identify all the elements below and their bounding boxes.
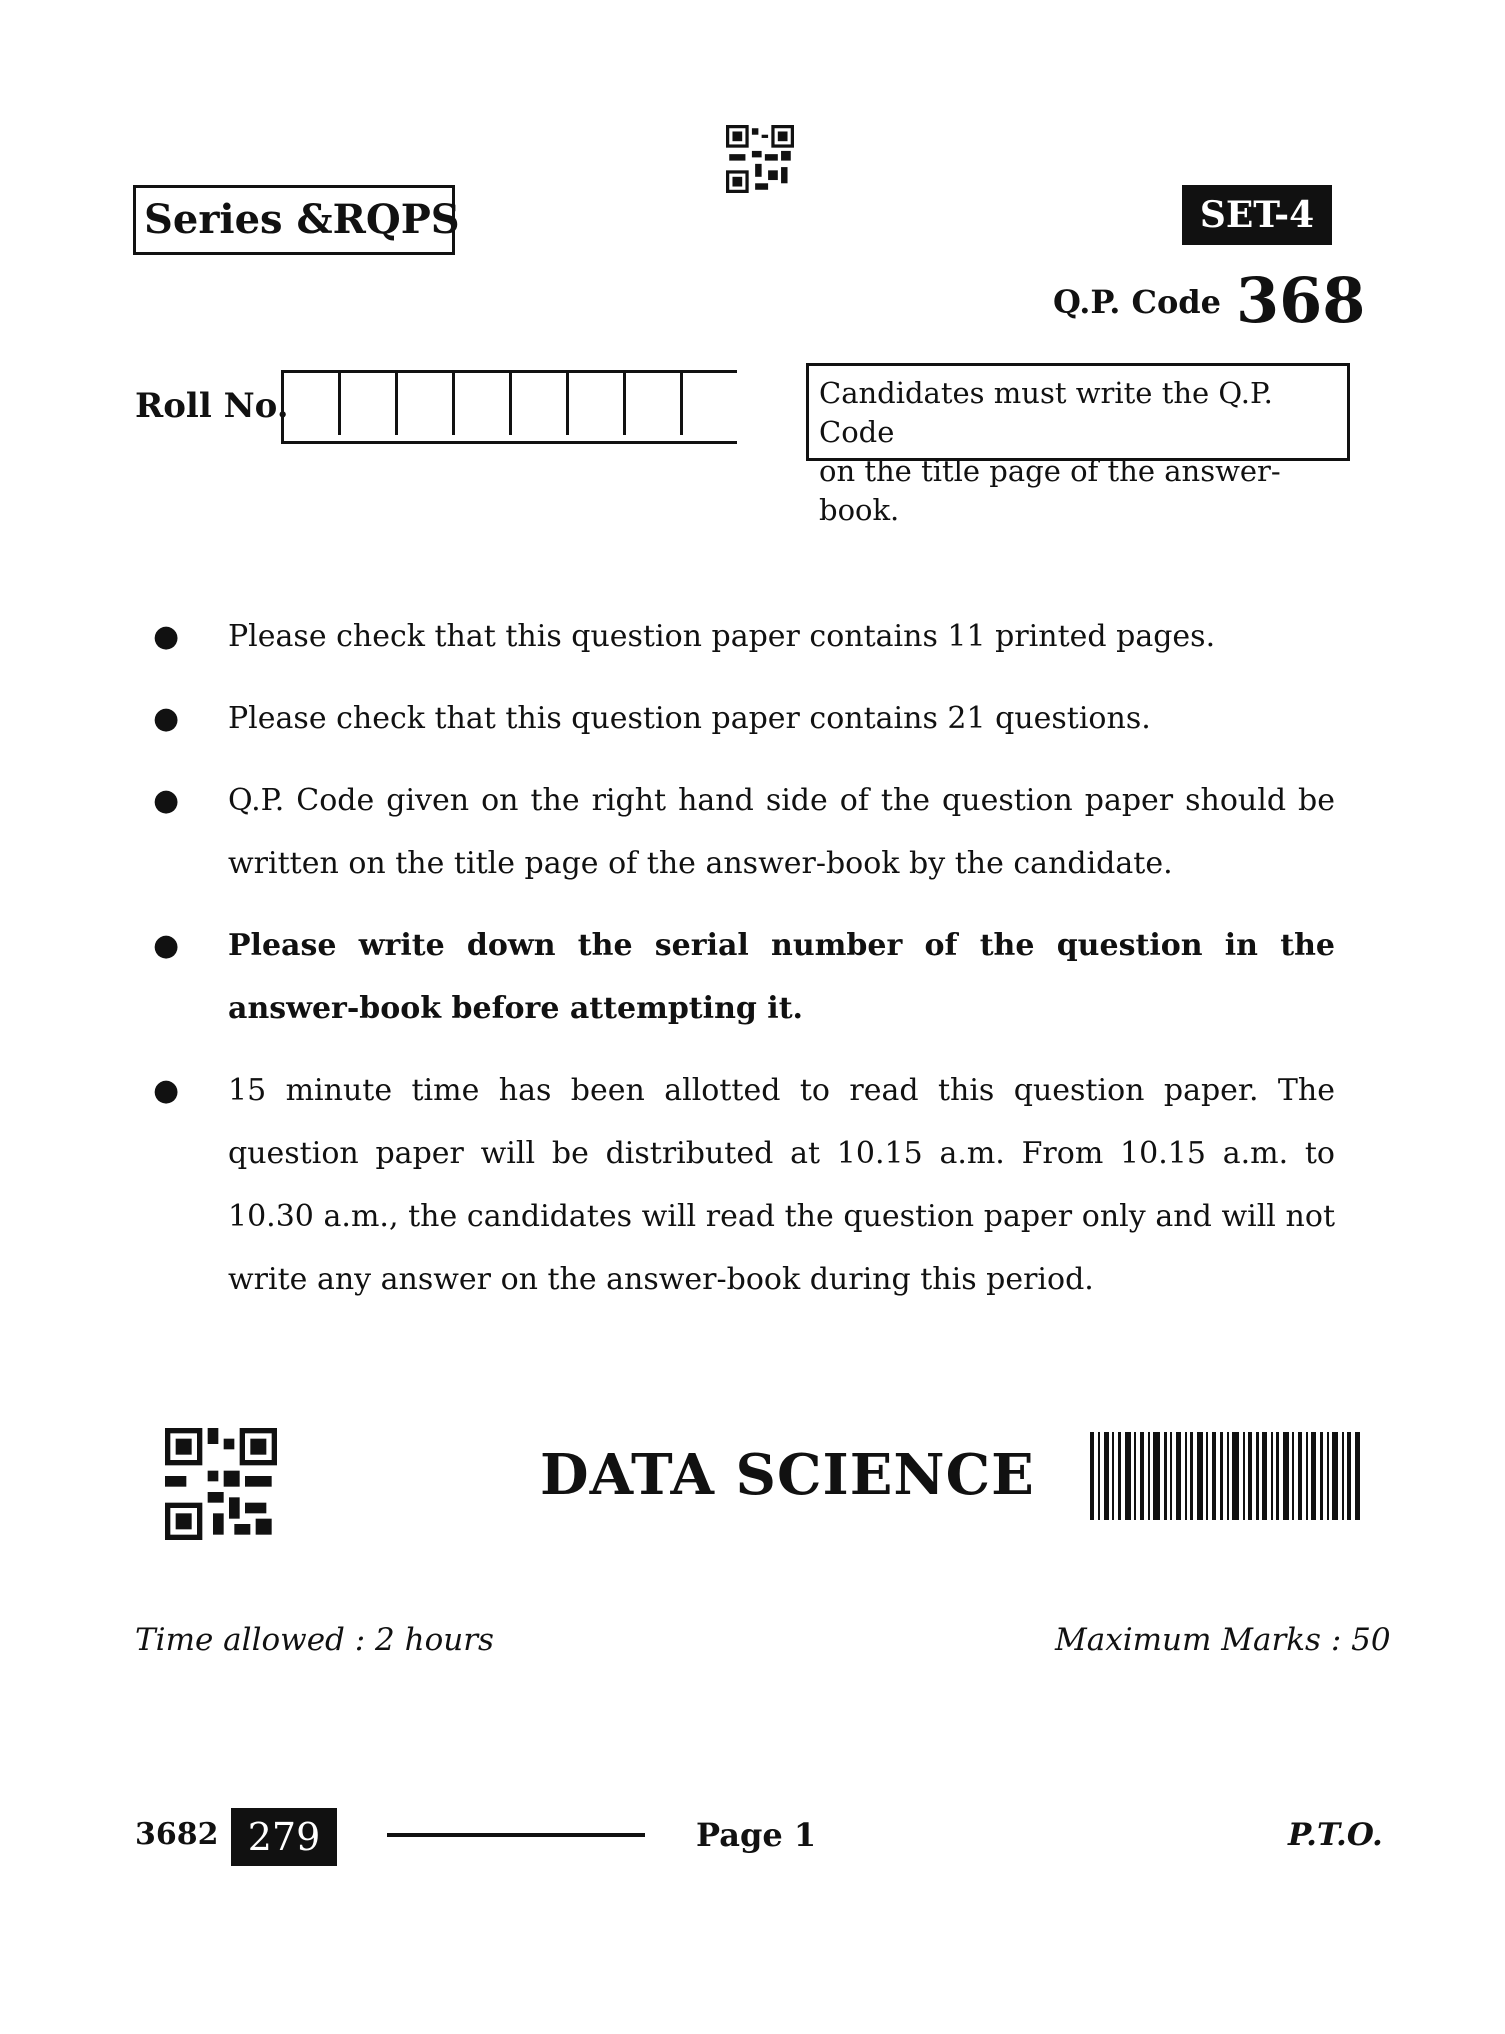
instruction-item bbox=[135, 914, 1335, 1040]
notice-line: Candidates must write the Q.P. Code bbox=[819, 376, 1273, 449]
instruction-text: Please write down the serial number of the question in the answer-book before attempting it. bbox=[228, 928, 1335, 1026]
barcode-icon bbox=[1090, 1432, 1360, 1524]
time-allowed: Time allowed : 2 hours bbox=[135, 1622, 494, 1658]
bullet-icon: ● bbox=[153, 1073, 180, 1108]
roll-number-cell[interactable] bbox=[512, 373, 569, 435]
bullet-icon: ● bbox=[153, 928, 180, 963]
instruction-text: Please check that this question paper contains 11 printed pages. bbox=[228, 619, 1216, 654]
set-badge: SET-4 bbox=[1182, 185, 1332, 245]
instruction-text: Q.P. Code given on the right hand side of the question paper should be written on the title page of the answer-book by the candidate. bbox=[228, 783, 1335, 881]
roll-number-cell[interactable] bbox=[626, 373, 683, 435]
roll-number-label: Roll No. bbox=[135, 386, 289, 426]
maximum-marks: Maximum Marks : 50 bbox=[1055, 1622, 1391, 1658]
roll-number-cell[interactable] bbox=[683, 373, 737, 435]
notice-line: on the title page of the answer-book. bbox=[819, 454, 1281, 527]
instruction-item bbox=[135, 687, 1335, 750]
qp-code-label: Q.P. Code bbox=[1053, 283, 1222, 321]
instruction-text: 15 minute time has been allotted to read this question paper. The question paper will be distributed at 10.15 a.m. From 10.15 a.m. to 10.30 a.m., the candidates will read the question paper only and will not write any answer on the answer-book during this period. bbox=[228, 1073, 1335, 1297]
qp-code-notice bbox=[806, 363, 1350, 527]
bullet-icon: ● bbox=[153, 783, 180, 818]
pto-label: P.T.O. bbox=[1288, 1817, 1383, 1853]
footer-rule bbox=[387, 1833, 645, 1837]
roll-number-boxes[interactable] bbox=[281, 370, 737, 444]
roll-number-cell[interactable] bbox=[284, 373, 341, 435]
instruction-text: Please check that this question paper contains 21 questions. bbox=[228, 701, 1151, 736]
bullet-icon: ● bbox=[153, 701, 180, 736]
instruction-item bbox=[135, 605, 1335, 668]
instruction-item bbox=[135, 1059, 1335, 1311]
roll-number-cell[interactable] bbox=[455, 373, 512, 435]
roll-number-cell[interactable] bbox=[341, 373, 398, 435]
subject-title: DATA SCIENCE bbox=[540, 1442, 1035, 1508]
qp-code-value: 368 bbox=[1236, 264, 1366, 337]
left-qr-code-icon bbox=[165, 1428, 277, 1540]
page-number: Page 1 bbox=[696, 1816, 817, 1854]
roll-number-cell[interactable] bbox=[569, 373, 626, 435]
instructions-list bbox=[135, 605, 1335, 1330]
bullet-icon: ● bbox=[153, 619, 180, 654]
instruction-item bbox=[135, 769, 1335, 895]
paper-number-badge: 279 bbox=[231, 1808, 337, 1866]
series-label: Series &RQPS bbox=[133, 185, 455, 255]
top-qr-code-icon bbox=[724, 125, 796, 193]
paper-code: 3682 bbox=[135, 1817, 219, 1852]
roll-number-cell[interactable] bbox=[398, 373, 455, 435]
